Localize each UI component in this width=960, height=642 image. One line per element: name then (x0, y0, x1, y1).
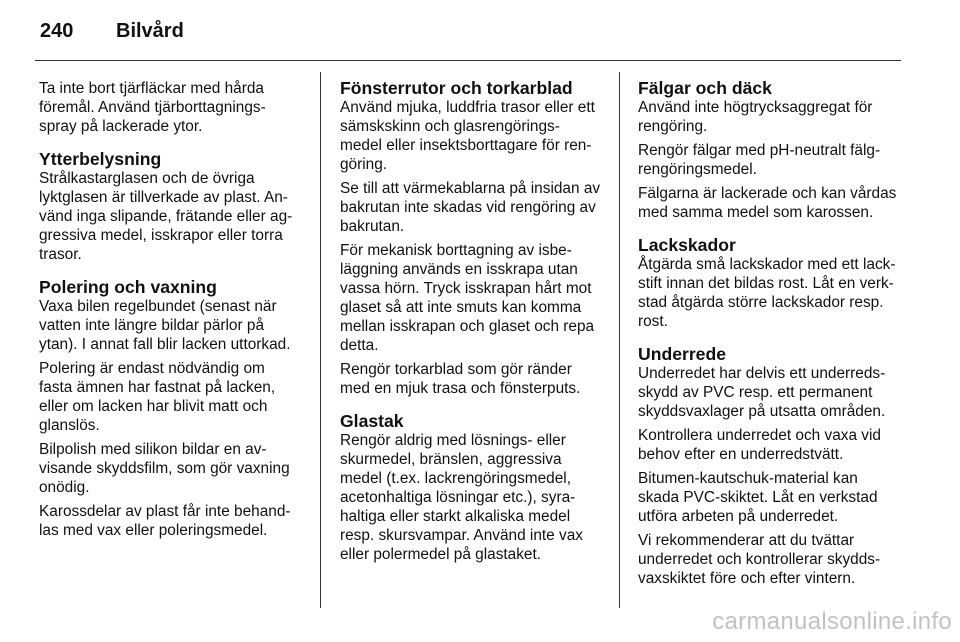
text-line: trasor. (39, 246, 82, 263)
text-line: sämskskinn och glasrengörings- (340, 118, 560, 135)
text-line: Kontrollera underredet och vaxa vid (638, 427, 881, 444)
text-line: skyddsvaxlager på utsatta områden. (638, 403, 886, 420)
text-line: medel eller insektsborttagare för ren- (340, 137, 592, 154)
text-column-1 (39, 79, 309, 545)
text-line: med en mjuk trasa och fönsterputs. (340, 380, 581, 397)
text-line: gressiva medel, isskrapor eller torra (39, 227, 283, 244)
body-paragraph (340, 241, 610, 355)
body-paragraph (340, 98, 610, 174)
text-column-2 (340, 79, 610, 569)
text-line: med samma medel som karossen. (638, 204, 874, 221)
subsection-heading: Lackskador (638, 235, 736, 255)
text-line: Se till att värmekablarna på insidan av (340, 180, 601, 197)
section-title: Bilvård (116, 20, 184, 42)
text-line: utföra arbeten på underredet. (638, 508, 839, 525)
text-line: resp. skursvampar. Använd inte vax (340, 527, 583, 544)
body-paragraph (638, 141, 910, 179)
text-line: läggning används en isskrapa utan (340, 261, 578, 278)
text-line: bakrutan inte skadas vid rengöring av (340, 199, 596, 216)
body-paragraph (39, 169, 309, 264)
subsection-heading: Glastak (340, 411, 404, 431)
subsection-heading: Fönsterrutor och torkarblad (340, 78, 573, 98)
text-line: Ta inte bort tjärfläckar med hårda (39, 80, 264, 97)
text-line: lyktglasen är tillverkade av plast. An- (39, 189, 288, 206)
text-line: Rengör aldrig med lösnings- eller (340, 432, 566, 449)
subsection-heading: Fälgar och däck (638, 78, 772, 98)
text-line: Åtgärda små lackskador med ett lack- (638, 256, 896, 273)
text-line: skada PVC-skiktet. Låt en verkstad (638, 489, 878, 506)
text-line: glaset så att inte smuts kan komma (340, 299, 582, 316)
watermark: carmanualsonline.info (712, 608, 952, 635)
subsection-heading: Underrede (638, 344, 726, 364)
text-line: Karossdelar av plast får inte behand- (39, 503, 291, 520)
text-line: skurmedel, bränslen, aggressiva (340, 451, 562, 468)
text-line: detta. (340, 337, 379, 354)
body-paragraph (340, 360, 610, 398)
body-paragraph (340, 431, 610, 564)
text-line: stad åtgärda större lackskador resp. (638, 294, 884, 311)
text-line: visande skyddsfilm, som gör vaxning (39, 460, 290, 477)
text-line: göring. (340, 156, 388, 173)
body-paragraph (638, 531, 910, 588)
body-paragraph (638, 426, 910, 464)
header-rule (35, 60, 901, 61)
text-line: las med vax eller poleringsmedel. (39, 522, 268, 539)
text-line: rengöringsmedel. (638, 161, 757, 178)
body-paragraph (39, 502, 309, 540)
text-column-3 (638, 79, 910, 593)
column-divider (320, 72, 321, 608)
body-paragraph (39, 79, 309, 136)
text-line: stift innan det bildas rost. Låt en verk- (638, 275, 894, 292)
text-line: Rengör torkarblad som gör ränder (340, 361, 572, 378)
text-line: underredet och kontrollerar skydds- (638, 551, 881, 568)
text-line: Underredet har delvis ett underreds- (638, 365, 886, 382)
column-divider (619, 72, 620, 608)
body-paragraph (638, 184, 910, 222)
text-line: föremål. Använd tjärborttagnings- (39, 99, 266, 116)
text-line: eller om lacken har blivit matt och (39, 398, 268, 415)
text-line: Bilpolish med silikon bildar en av- (39, 441, 267, 458)
text-line: ytan). I annat fall blir lacken uttorkad. (39, 336, 291, 353)
text-line: För mekanisk borttagning av isbe- (340, 242, 572, 259)
text-line: Strålkastarglasen och de övriga (39, 170, 255, 187)
text-line: Bitumen-kautschuk-material kan (638, 470, 858, 487)
text-line: haltiga eller starkt alkaliska medel (340, 508, 571, 525)
text-line: medel (t.ex. lackrengöringsmedel, (340, 470, 571, 487)
text-line: behov efter en underredstvätt. (638, 446, 844, 463)
text-line: Använd mjuka, luddfria trasor eller ett (340, 99, 595, 116)
text-line: glanslös. (39, 417, 100, 434)
body-paragraph (638, 255, 910, 331)
text-line: Vi rekommenderar att du tvättar (638, 532, 855, 549)
subsection-heading: Polering och vaxning (39, 277, 217, 297)
text-line: rengöring. (638, 118, 708, 135)
text-line: rost. (638, 313, 668, 330)
text-line: eller polermedel på glastaket. (340, 546, 542, 563)
text-line: vatten inte längre bildar pärlor på (39, 317, 265, 334)
body-paragraph (39, 359, 309, 435)
text-line: Vaxa bilen regelbundet (senast när (39, 298, 277, 315)
page-number: 240 (40, 20, 74, 42)
text-line: Rengör fälgar med pH-neutralt fälg- (638, 142, 881, 159)
body-paragraph (638, 469, 910, 526)
text-line: skydd av PVC resp. ett permanent (638, 384, 873, 401)
text-line: Fälgarna är lackerade och kan vårdas (638, 185, 897, 202)
text-line: spray på lackerade ytor. (39, 118, 203, 135)
text-line: Använd inte högtrycksaggregat för (638, 99, 873, 116)
text-line: bakrutan. (340, 218, 405, 235)
body-paragraph (39, 297, 309, 354)
text-line: vassa hörn. Tryck isskrapan hårt mot (340, 280, 592, 297)
text-line: mellan isskrapan och glaset och repa (340, 318, 595, 335)
body-paragraph (39, 440, 309, 497)
text-line: fasta ämnen har fastnat på lacken, (39, 379, 276, 396)
text-line: vänd inga slipande, frätande eller ag- (39, 208, 293, 225)
page-header (0, 0, 960, 60)
body-paragraph (638, 98, 910, 136)
body-paragraph (340, 179, 610, 236)
text-line: onödig. (39, 479, 90, 496)
subsection-heading: Ytterbelysning (39, 149, 162, 169)
text-line: Polering är endast nödvändig om (39, 360, 265, 377)
body-paragraph (638, 364, 910, 421)
text-line: vaxskiktet före och efter vintern. (638, 570, 856, 587)
text-line: acetonhaltiga lösningar etc.), syra- (340, 489, 576, 506)
